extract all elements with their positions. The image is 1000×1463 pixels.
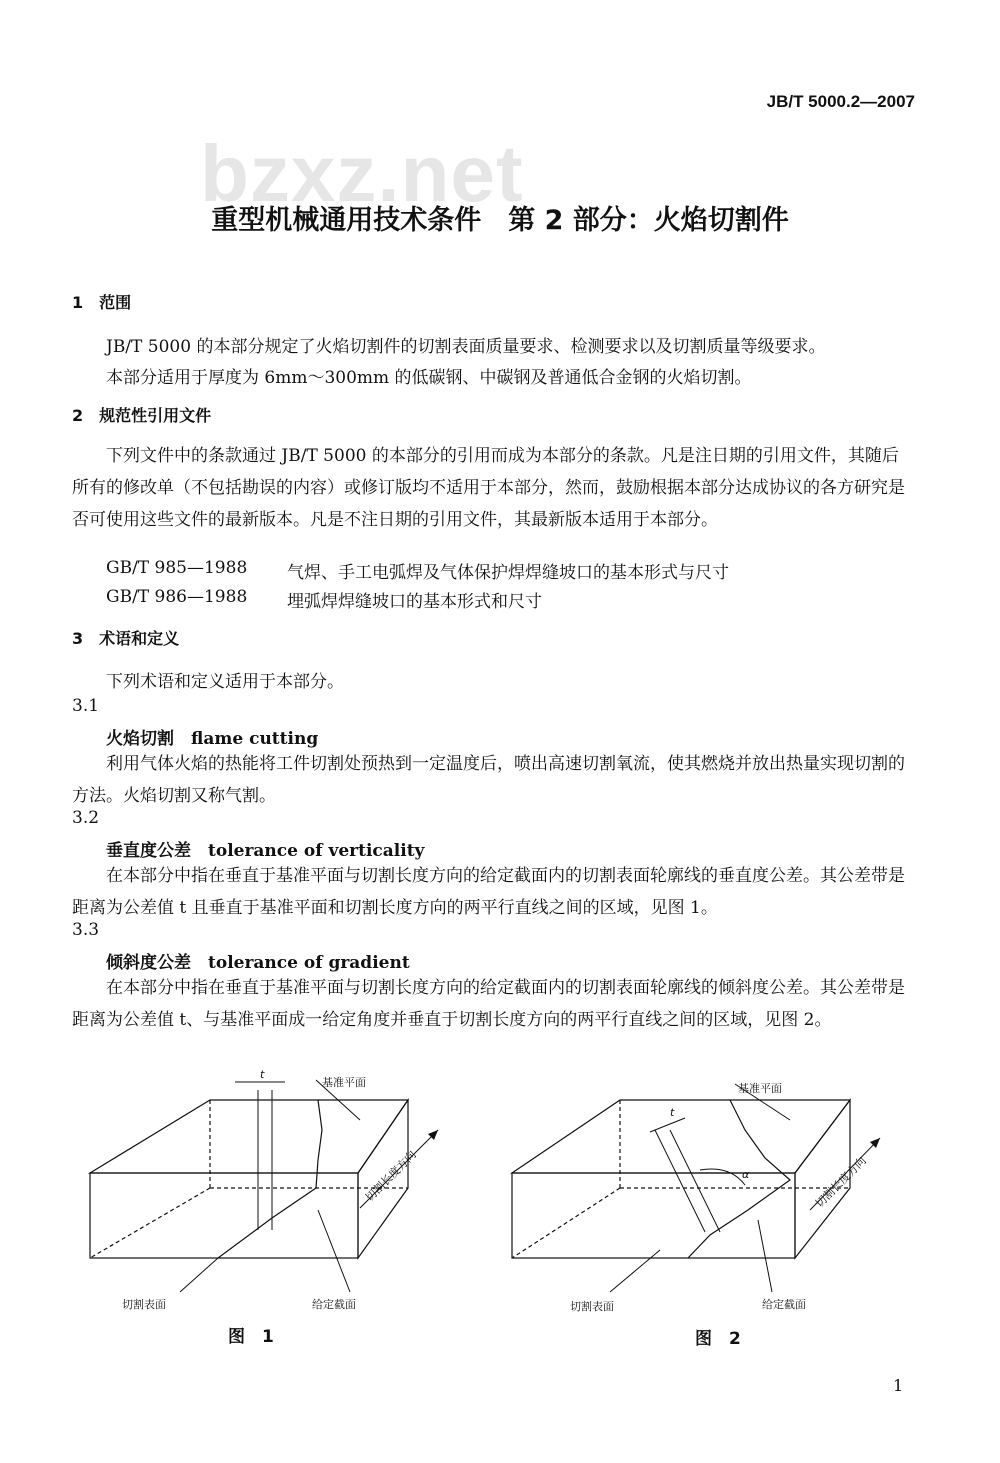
page-title: 重型机械通用技术条件 第 2 部分：火焰切割件	[211, 205, 789, 236]
page-number: 1	[893, 1376, 904, 1395]
term-number: 3.1	[72, 696, 100, 716]
document-code: JB/T 5000.2—2007	[766, 92, 915, 111]
term-en: tolerance of verticality	[208, 841, 425, 861]
term-definition: 在本部分中指在垂直于基准平面与切割长度方向的给定截面内的切割表面轮廓线的倾斜度公差。其公差带是距离为公差值 t、与基准平面成一给定角度并垂直于切割长度方向的两平行直线之间的区域，见图 2。	[72, 978, 905, 1030]
term-title	[106, 836, 424, 861]
term-number: 3.3	[72, 920, 100, 940]
reference-title: 气焊、手工电弧焊及气体保护焊焊缝坡口的基本形式与尺寸	[287, 563, 729, 583]
figure-1-diagram	[60, 1060, 460, 1320]
label-given-section: 给定截面	[312, 1298, 356, 1311]
tolerance-line	[670, 1130, 720, 1232]
box-top-face	[512, 1100, 850, 1173]
leader-section	[318, 1210, 350, 1292]
leader-surface	[180, 1258, 218, 1292]
t-dimension-line	[650, 1118, 685, 1132]
box-top-face	[90, 1100, 408, 1173]
term-cn: 倾斜度公差	[106, 953, 191, 973]
label-reference-plane: 基准平面	[738, 1082, 782, 1095]
term-definition: 在本部分中指在垂直于基准平面与切割长度方向的给定截面内的切割表面轮廓线的垂直度公差。其公差带是距离为公差值 t 且垂直于基准平面和切割长度方向的两平行直线之间的区域，见图 1。	[72, 866, 905, 918]
box-front-face	[512, 1173, 795, 1258]
section-3-intro: 下列术语和定义适用于本部分。	[106, 672, 344, 692]
cut-surface-curve	[218, 1100, 322, 1258]
figure-2-caption: 图 2	[695, 1329, 741, 1349]
term-title	[106, 724, 318, 749]
section-1-paragraph-2: 本部分适用于厚度为 6mm～300mm 的低碳钢、中碳钢及普通低合金钢的火焰切割。	[106, 368, 752, 388]
hidden-edge	[90, 1188, 210, 1258]
leader-section	[758, 1220, 772, 1292]
leader-surface	[610, 1250, 660, 1292]
label-alpha: α	[742, 1168, 750, 1181]
reference-title: 埋弧焊焊缝坡口的基本形式和尺寸	[287, 592, 542, 612]
section-2-paragraph: 下列文件中的条款通过 JB/T 5000 的本部分的引用而成为本部分的条款。凡是注日期的引用文件，其随后所有的修改单（不包括勘误的内容）或修订版均不适用于本部分，然而，鼓励根据本部分达成协议的各方研究是否可使用这些文件的最新版本。凡是不注日期的引用文件，其最新版本适用于本部分。	[72, 446, 905, 530]
label-given-section: 给定截面	[762, 1298, 806, 1311]
figure-1-caption: 图 1	[228, 1327, 274, 1347]
term-en: flame cutting	[191, 729, 319, 749]
box-front-face	[90, 1173, 358, 1258]
angle-arc	[700, 1169, 745, 1185]
label-cut-surface: 切割表面	[122, 1298, 166, 1311]
label-t: t	[260, 1068, 265, 1081]
label-t: t	[670, 1106, 675, 1119]
section-1-heading: 1 范围	[72, 293, 132, 312]
label-reference-plane: 基准平面	[322, 1076, 366, 1089]
label-cut-direction: 切割长度方向	[362, 1148, 419, 1205]
section-3-heading: 3 术语和定义	[72, 629, 180, 648]
figure-2-diagram	[490, 1060, 890, 1320]
term-definition: 利用气体火焰的热能将工件切割处预热到一定温度后，喷出高速切割氧流，使其燃烧并放出热量实现切割的方法。火焰切割又称气割。	[72, 754, 905, 806]
term-title	[106, 948, 410, 973]
watermark: bzxz.net	[200, 129, 524, 218]
term-number: 3.2	[72, 808, 100, 828]
label-cut-surface: 切割表面	[570, 1300, 614, 1313]
label-cut-direction: 切割长度方向	[812, 1154, 869, 1211]
hidden-edge	[512, 1188, 620, 1258]
term-cn: 火焰切割	[106, 729, 174, 749]
reference-code: GB/T 986—1988	[106, 587, 248, 607]
section-1-paragraph-1: JB/T 5000 的本部分规定了火焰切割件的切割表面质量要求、检测要求以及切割质量等级要求。	[106, 337, 826, 357]
reference-code: GB/T 985—1988	[106, 558, 248, 578]
section-2-heading: 2 规范性引用文件	[72, 406, 212, 425]
term-cn: 垂直度公差	[106, 841, 191, 861]
tolerance-line	[655, 1130, 705, 1232]
term-en: tolerance of gradient	[208, 953, 410, 973]
